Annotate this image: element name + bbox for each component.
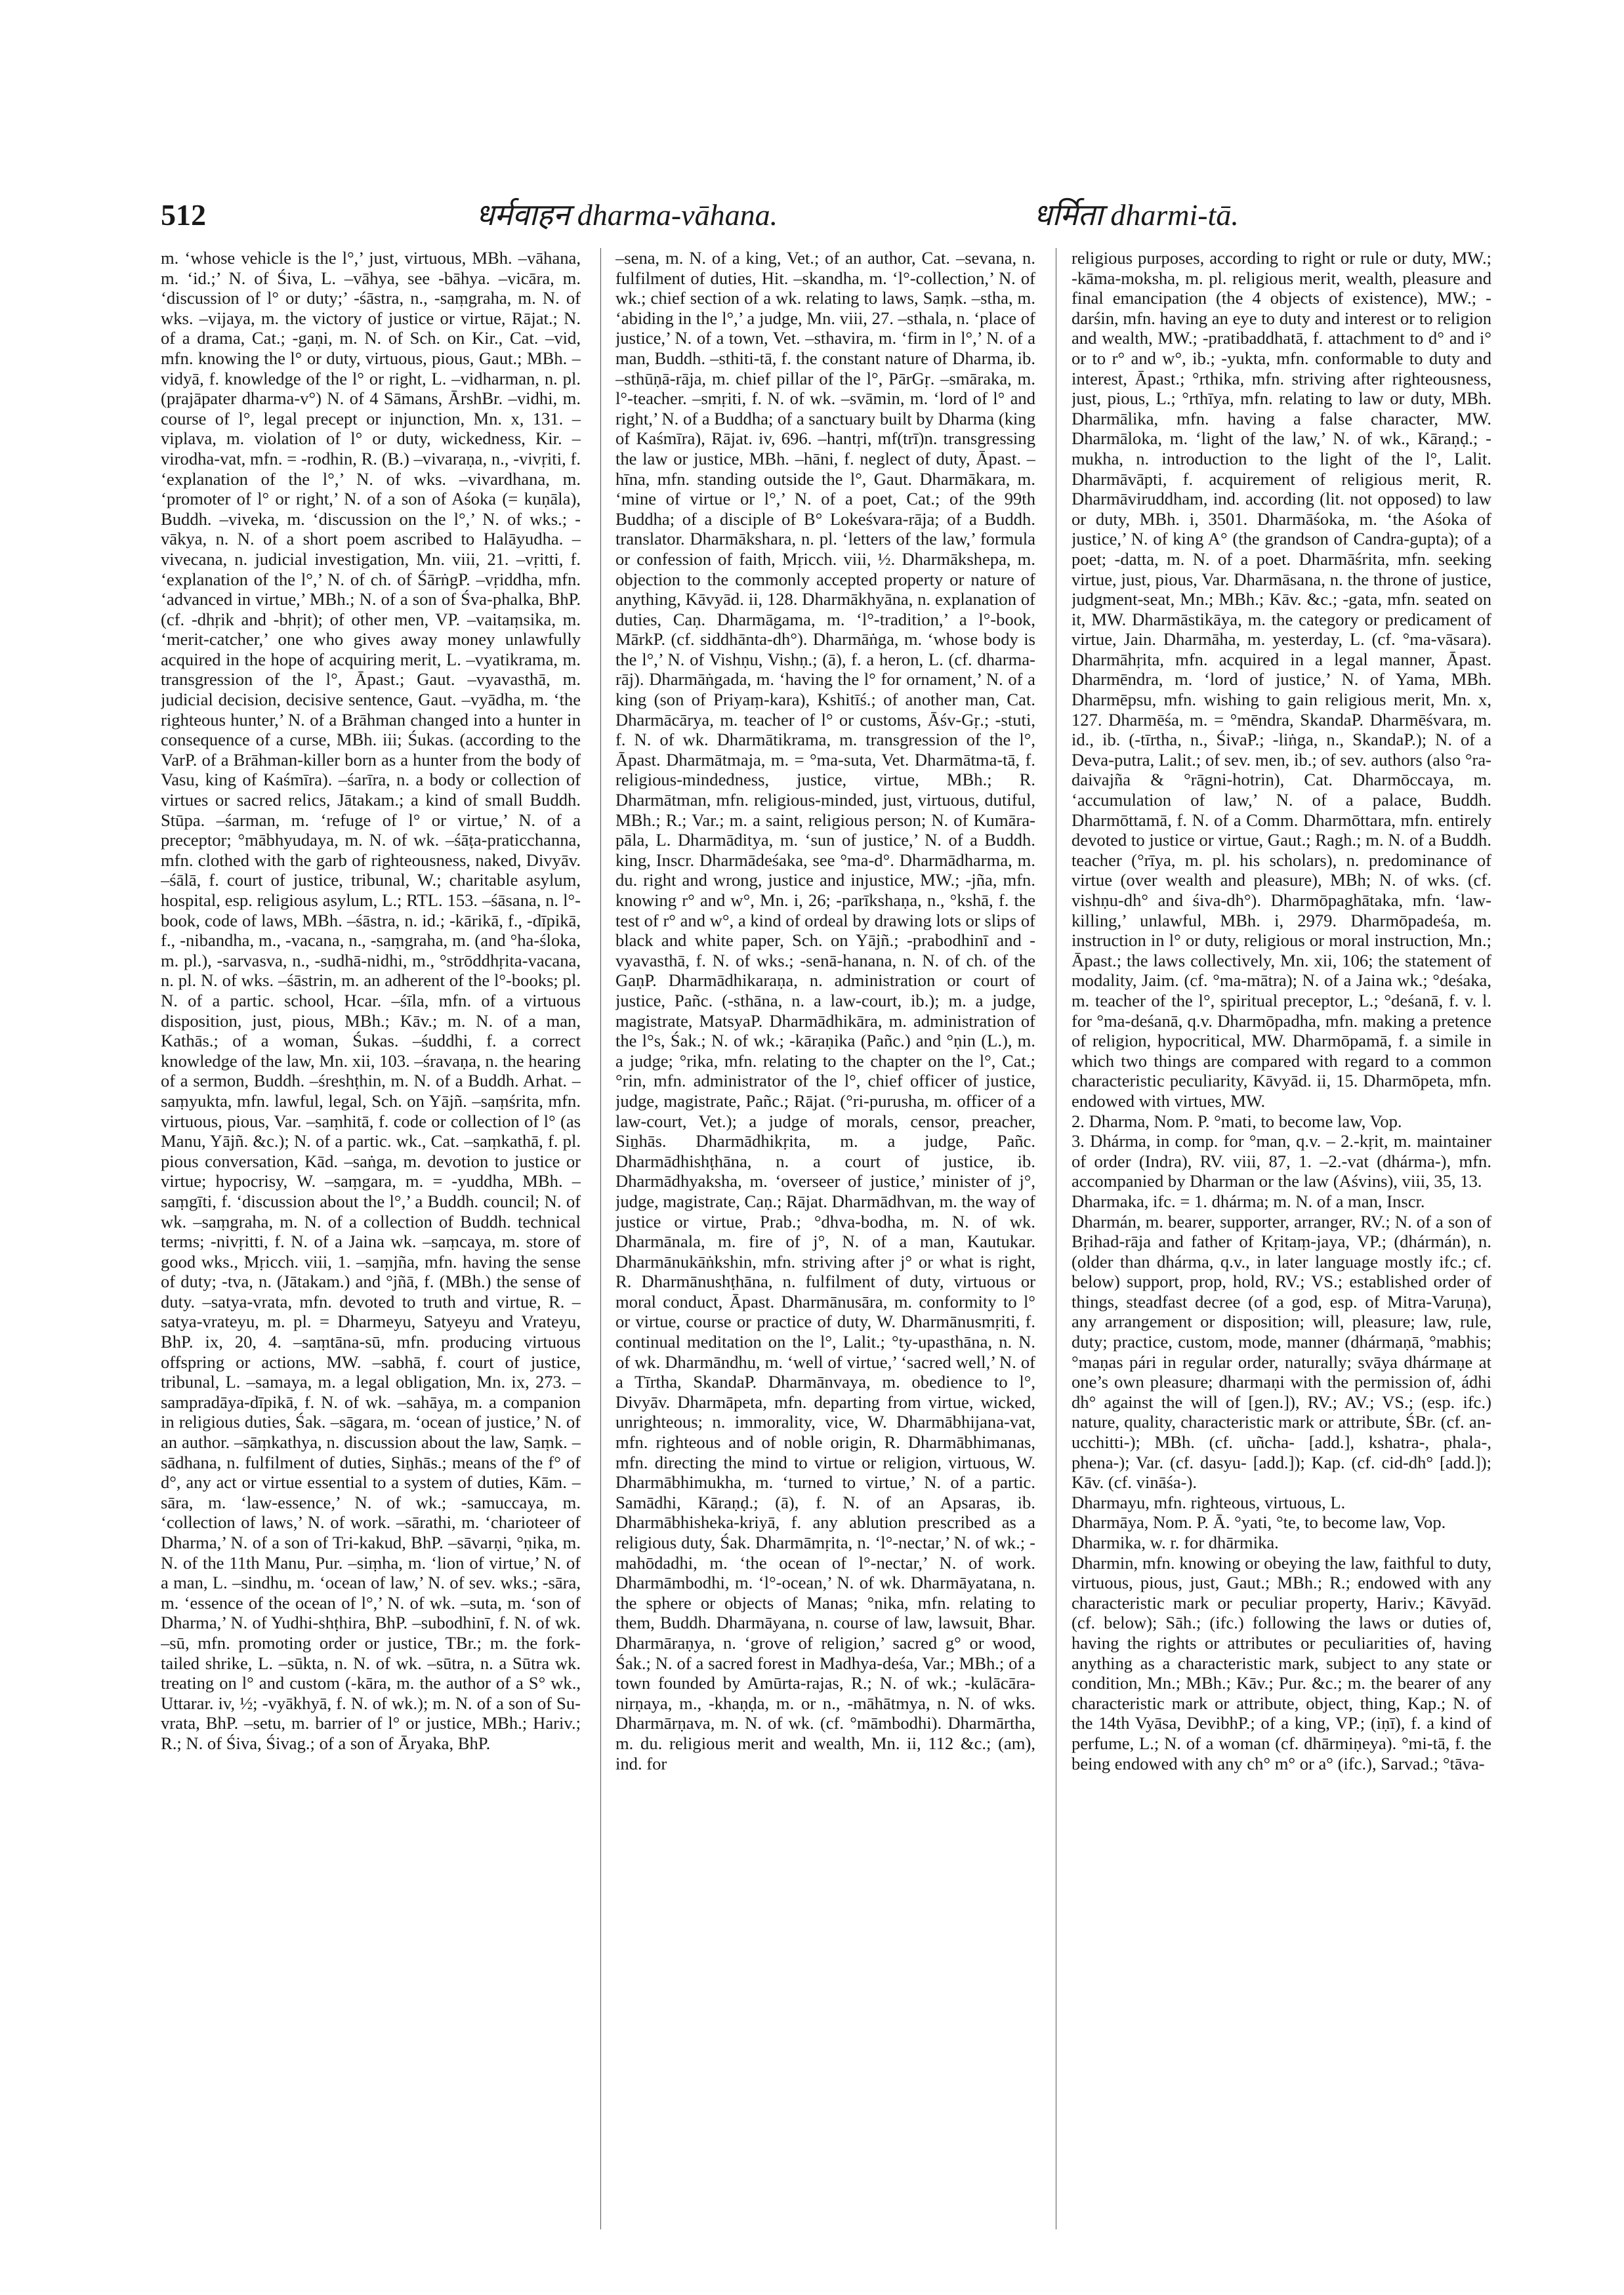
page-number: 512 (161, 198, 206, 232)
dictionary-entry: 2. Dharma, Nom. P. °mati, to become law, Vop. (1072, 1111, 1402, 1131)
page-header (161, 192, 1493, 239)
column-divider (600, 248, 601, 2229)
column-middle (615, 248, 1035, 2229)
dictionary-entry: Dharmin, mfn. knowing or obeying the law, faithful to duty, virtuous, pious, just, Gaut.; MBh.; R.; endowed with any characteristic mark or peculiar property, Hariv.; Kāvyād. (cf. below); Sāh.; (ifc.) following the laws or duties of, having the rights or attributes or peculiarities of, having anything as a characteristic mark, subject to any state or condition, Mn.; MBh.; Kāv.; Pur. &c.; m. the bearer of any characteristic mark or attribute, object, thing, Kap.; N. of the 14th Vyāsa, DevibhP.; of a king, VP.; (iṇī), f. a kind of perfume, L.; N. of a woman (cf. dhārmiṇeya). °mi-tā, f. the being endowed with any ch° m° or a° (ifc.), Sarvad.; °tāva- (1072, 1552, 1491, 1773)
dictionary-entry: Dharmayu, mfn. righteous, virtuous, L. (1072, 1492, 1346, 1512)
column-left (161, 248, 581, 2229)
left-running-head: धर्मवाहन dharma-vāhana. (476, 198, 778, 232)
dictionary-entry: Dharmika, w. r. for dhārmika. (1072, 1533, 1279, 1552)
dictionary-entry: Dharmaka, ifc. = 1. dhárma; m. N. of a man, Inscr. (1072, 1191, 1425, 1211)
dictionary-entry: 3. Dhárma, in comp. for °man, q.v. – 2.-kṛit, m. maintainer of order (Indra), RV. viii, 87, 1. –2.-vat (dhárma-), mfn. accompanied by Dharman or the law (Aśvins), viii, 35, 13. (1072, 1131, 1491, 1191)
dictionary-entry: Dharmāya, Nom. P. Ā. °yati, °te, to become law, Vop. (1072, 1512, 1446, 1533)
dictionary-columns (161, 248, 1493, 2229)
dictionary-entry: Dharmán, m. bearer, supporter, arranger, RV.; N. of a son of Bṛihad-rāja and father of Kṛitaṃ-jaya, VP.; (dhármán), n. (older than dhárma, q.v., in later language mostly ifc.; cf. below) support, prop, hold, RV.; VS.; established order of things, steadfast decree (of a god, esp. of Mitra-Varuṇa), any arrangement or disposition; will, pleasure; law, rule, duty; practice, custom, mode, manner (dhármaṇā, °mabhis; °maṇas pári in regular order, naturally; svāya dhármaṇe at one’s own pleasure; dharmaṇi with the permission of, ádhi dh° against the will of [gen.]), RV.; AV.; VS.; (esp. ifc.) nature, quality, characteristic mark or attribute, ŚBr. (cf. an-ucchitti-); MBh. (cf. uñcha- [add.], kshatra-, phala-, phena-); Var. (cf. dasyu- [add.]); Kap. (cf. cid-dh° [add.]); Kāv. (cf. vināśa-). (1072, 1211, 1491, 1493)
column-right (1072, 248, 1491, 2229)
dictionary-entry: religious purposes, according to right or rule or duty, MW.; -kāma-moksha, m. pl. religious merit, wealth, pleasure and final emancipation (the 4 objects of existence), MW.; -darśin, mfn. having an eye to duty and interest or to religion and wealth, MW.; -pratibaddhatā, f. attachment to d° and i° or to r° and w°, ib.; -yukta, mfn. conformable to duty and interest, Āpast.; °rthika, mfn. striving after righteousness, just, pious, L.; °rthīya, mfn. relating to law or duty, MBh. Dharmālika, mfn. having a false character, MW. Dharmāloka, m. ‘light of the law,’ N. of wk., Kāraṇḍ.; -mukha, n. introduction to the light of the l°, Lalit. Dharmāvāpti, f. acquirement of religious merit, R. Dharmāviruddham, ind. according (lit. not opposed) to law or duty, MBh. i, 3501. Dharmāśoka, m. ‘the Aśoka of justice,’ N. of king A° (the grandson of Candra-gupta); of a poet; -datta, m. N. of a poet. Dharmāśrita, mfn. seeking virtue, just, pious, Var. Dharmāsana, n. the throne of justice, judgment-seat, Mn.; MBh.; Kāv. &c.; -gata, mfn. seated on it, MW. Dharmāstikāya, m. the category or predicament of virtue, Jain. Dharmāha, m. yesterday, L. (cf. °ma-vāsara). Dharmāhṛita, mfn. acquired in a legal manner, Āpast. Dharmēndra, m. ‘lord of justice,’ N. of Yama, MBh. Dharmēpsu, mfn. wishing to gain religious merit, Mn. x, 127. Dharmēśa, m. = °mēndra, SkandaP. Dharmēśvara, m. id., ib. (-tīrtha, n., ŚivaP.; -liṅga, n., SkandaP.); N. of a Deva-putra, Lalit.; of sev. men, ib.; of sev. authors (also °ra-daivajña & °rāgni-hotrin), Cat. Dharmōccaya, m. ‘accumulation of law,’ N. of a palace, Buddh. Dharmōttamā, f. N. of a Comm. Dharmōttara, mfn. entirely devoted to justice or virtue, Gaut.; Ragh.; m. N. of a Buddh. teacher (°rīya, m. pl. his scholars), n. predominance of virtue (over wealth and pleasure), MBh; N. of wks. (cf. vishṇu-dh° and śiva-dh°). Dharmōpaghātaka, mfn. ‘law-killing,’ unlawful, MBh. i, 2979. Dharmōpadeśa, m. instruction in l° or duty, religious or moral instruction, Mn.; Āpast.; the laws collectively, Mn. xii, 106; the statement of modality, Jaim. (cf. °ma-mātra); N. of a Jaina wk.; °deśaka, m. teacher of the l°, spiritual preceptor, L.; °deśanā, f. v. l. for °ma-deśanā, q.v. Dharmōpadha, mfn. making a pretence of religion, hypocritical, MW. Dharmōpamā, f. a simile in which two things are compared with regard to a common characteristic peculiarity, Kāvyād. ii, 15. Dharmōpeta, mfn. endowed with virtues, MW. (1072, 248, 1491, 1111)
dictionary-entry: –sena, m. N. of a king, Vet.; of an author, Cat. –sevana, n. fulfilment of duties, Hit. –skandha, m. ‘l°-collection,’ N. of wk.; chief section of a wk. relating to laws, Saṃk. –stha, m. ‘abiding in the l°,’ a judge, Mn. viii, 27. –sthala, n. ‘place of justice,’ N. of a town, Vet. –sthavira, m. ‘firm in l°,’ N. of a man, Buddh. –sthiti-tā, f. the constant nature of Dharma, ib. –sthūṇā-rāja, m. chief pillar of the l°, PārGṛ. –smāraka, m. l°-teacher. –smṛiti, f. N. of wk. –svāmin, m. ‘lord of l° and right,’ N. of a Buddha; of a sanctuary built by Dharma (king of Kaśmīra), Rājat. iv, 696. –hantṛi, mf(trī)n. transgressing the law or justice, MBh. –hāni, f. neglect of duty, Āpast. –hīna, mfn. standing outside the l°, Gaut. Dharmākara, m. ‘mine of virtue or l°,’ N. of a poet, Cat.; of the 99th Buddha; of a disciple of B° Lokeśvara-rāja; of a Buddh. translator. Dharmākshara, n. pl. ‘letters of the law,’ formula or confession of faith, Mṛicch. viii, ½. Dharmākshepa, m. objection to the commonly accepted property or nature of anything, Kāvyād. ii, 128. Dharmākhyāna, n. explanation of duties, Caṇ. Dharmāgama, m. ‘l°-tradition,’ a l°-book, MārkP. (cf. siddhānta-dh°). Dharmāṅga, m. ‘whose body is the l°,’ N. of Vishṇu, Vishṇ.; (ā), f. a heron, L. (cf. dharma-rāj). Dharmāṅgada, m. ‘having the l° for ornament,’ N. of a king (son of Priyaṃ-kara), Kshitīś.; of another man, Cat. Dharmācārya, m. teacher of l° or customs, Āśv-Gṛ.; -stuti, f. N. of wk. Dharmātikrama, m. transgression of the l°, Āpast. Dharmātmaja, m. = °ma-suta, Vet. Dharmātma-tā, f. religious-mindedness, justice, virtue, MBh.; R. Dharmātman, mfn. religious-minded, just, virtuous, dutiful, MBh.; R.; Var.; m. a saint, religious person; N. of Kumāra-pāla, L. Dharmāditya, m. ‘sun of justice,’ N. of a Buddh. king, Inscr. Dharmādeśaka, see °ma-d°. Dharmādharma, m. du. right and wrong, justice and injustice, MW.; -jña, mfn. knowing r° and w°, Mn. i, 26; -parīkshaṇa, n., °kshā, f. the test of r° and w°, a kind of ordeal by drawing lots or slips of black and white paper, Sch. on Yājñ.; -prabodhinī and -vyavasthā, f. N. of wks.; -senā-hanana, n. N. of ch. of the GaṇP. Dharmādhikaraṇa, n. administration or court of justice, Pañc. (-sthāna, n. a law-court, ib.); m. a judge, magistrate, MatsyaP. Dharmādhikāra, m. administration of the l°s, Śak.; N. of wk.; -kāraṇika (Pañc.) and °ṇin (L.), m. a judge; °rika, mfn. relating to the chapter on the l°, Cat.; °rin, mfn. administrator of the l°, chief officer of justice, judge, magistrate, Pañc.; Rājat. (°ri-purusha, m. officer of a law-court, Vet.); a judge of morals, censor, preacher, Siṉhās. Dharmādhikṛita, m. a judge, Pañc. Dharmādhishṭhāna, n. a court of justice, ib. Dharmādhyaksha, m. ‘overseer of justice,’ minister of j°, judge, magistrate, Caṇ.; Rājat. Dharmādhvan, m. the way of justice or virtue, Prab.; °dhva-bodha, m. N. of wk. Dharmānala, m. fire of j°, N. of a man, Kautukar. Dharmānukāṅkshin, mfn. striving after j° or what is right, R. Dharmānushṭhāna, n. fulfilment of duty, virtuous or moral conduct, Āpast. Dharmānusāra, m. conformity to l° or virtue, course or practice of duty, W. Dharmānusmṛiti, f. continual meditation on the l°, Lalit.; °ty-upasthāna, n. N. of wk. Dharmāndhu, m. ‘well of virtue,’ ‘sacred well,’ N. of a Tīrtha, SkandaP. Dharmānvaya, m. obedience to l°, Divyāv. Dharmāpeta, mfn. departing from virtue, wicked, unrighteous; n. immorality, vice, W. Dharmābhijana-vat, mfn. righteous and of noble origin, R. Dharmābhimanas, mfn. directing the mind to virtue or religion, virtuous, W. Dharmābhimukha, m. ‘turned to virtue,’ N. of a partic. Samādhi, Kāraṇḍ.; (ā), f. N. of an Apsaras, ib. Dharmābhisheka-kriyā, f. any ablution prescribed as a religious duty, Śak. Dharmāmṛita, n. ‘l°-nectar,’ N. of wk.; -mahōdadhi, m. ‘the ocean of l°-nectar,’ N. of work. Dharmāmbodhi, m. ‘l°-ocean,’ N. of wk. Dharmāyatana, n. the sphere or objects of Manas; °nika, mfn. relating to them, Buddh. Dharmāyana, n. course of law, lawsuit, Bhar. Dharmāraṇya, n. ‘grove of religion,’ sacred g° or wood, Śak.; N. of a sacred forest in Madhya-deśa, Var.; MBh.; of a town founded by Amūrta-rajas, R.; N. of wk.; -kulācāra-nirṇaya, m., -khaṇḍa, m. or n., -māhātmya, n. N. of wks. Dharmārṇava, m. N. of wk. (cf. °māmbodhi). Dharmārtha, m. du. religious merit and wealth, Mn. ii, 112 &c.; (am), ind. for (615, 248, 1035, 1773)
dictionary-entry: m. ‘whose vehicle is the l°,’ just, virtuous, MBh. –vāhana, m. ‘id.;’ N. of Śiva, L. –vāhya, see -bāhya. –vicāra, m. ‘discussion of l° or duty;’ -śāstra, n., -saṃgraha, m. N. of wks. –vijaya, m. the victory of justice or virtue, Rājat.; N. of a drama, Cat.; -gaṇi, m. N. of Sch. on Kir., Cat. –vid, mfn. knowing the l° or duty, virtuous, pious, Gaut.; MBh. –vidyā, f. knowledge of the l° or right, L. –vidharman, n. pl. (prajāpater dharma-v°) N. of 4 Sāmans, ĀrshBr. –vidhi, m. course of l°, legal precept or injunction, Mn. x, 131. –viplava, m. violation of l° or duty, wickedness, Kir. –virodha-vat, mfn. = -rodhin, R. (B.) –vivaraṇa, n., -vivṛiti, f. ‘explanation of the l°,’ N. of wks. –vivardhana, m. ‘promoter of l° or right,’ N. of a son of Aśoka (= kuṇāla), Buddh. –viveka, m. ‘discussion on the l°,’ N. of wks.; -vākya, n. N. of a short poem ascribed to Halāyudha. –vivecana, n. judicial investigation, Mn. viii, 21. –vṛitti, f. ‘explanation of the l°,’ N. of ch. of ŚārṅgP. –vṛiddha, mfn. ‘advanced in virtue,’ MBh.; N. of a son of Śva-phalka, BhP. (cf. -dhṛik and -bhṛit); of other men, VP. –vaitaṃsika, m. ‘merit-catcher,’ one who gives away money unlawfully acquired in the hope of acquiring merit, L. –vyatikrama, m. transgression of the l°, Āpast.; Gaut. –vyavasthā, m. judicial decision, decisive sentence, Gaut. –vyādha, m. ‘the righteous hunter,’ N. of a Brāhman changed into a hunter in consequence of a curse, MBh. iii; Śukas. (according to the VarP. of a Brāhman-killer born as a hunter from the body of Vasu, king of Kaśmīra). –śarīra, n. a body or collection of virtues or sacred relics, Jātakam.; a kind of small Buddh. Stūpa. –śarman, m. ‘refuge of l° or virtue,’ N. of a preceptor; °mābhyudaya, m. N. of wk. –śāṭa-praticchanna, mfn. clothed with the garb of righteousness, naked, Divyāv. –śālā, f. court of justice, tribunal, W.; charitable asylum, hospital, esp. religious asylum, L.; RTL. 153. –śāsana, n. l°-book, code of laws, MBh. –śāstra, n. id.; -kārikā, f., -dīpikā, f., -nibandha, m., -vacana, n., -saṃgraha, m. (and °ha-śloka, m. pl.), -sarvasva, n., -sudhā-nidhi, m., °strōddhṛita-vacana, n. pl. N. of wks. –śāstrin, m. an adherent of the l°-books; pl. N. of a partic. school, Hcar. –śīla, mfn. of a virtuous disposition, just, pious, MBh.; Kāv.; m. N. of a man, Kathās.; of a woman, Śukas. –śuddhi, f. a correct knowledge of the law, Mn. xii, 103. –śravaṇa, n. the hearing of a sermon, Buddh. –śreshṭhin, m. N. of a Buddh. Arhat. –saṃyukta, mfn. lawful, legal, Sch. on Yājñ. –saṃśrita, mfn. virtuous, pious, Var. –saṃhitā, f. code or collection of l° (as Manu, Yājñ. &c.); N. of a partic. wk., Cat. –saṃkathā, f. pl. pious conversation, Kād. –saṅga, m. devotion to justice or virtue; hypocrisy, W. –saṃgara, m. = -yuddha, MBh. –saṃgīti, f. ‘discussion about the l°,’ a Buddh. council; N. of wk. –saṃgraha, m. N. of a collection of Buddh. technical terms; -nivṛitti, f. N. of a Jaina wk. –saṃcaya, m. store of good wks., Mṛicch. viii, 1. –saṃjña, mfn. having the sense of duty; -tva, n. (Jātakam.) and °jñā, f. (MBh.) the sense of duty. –satya-vrata, mfn. devoted to truth and virtue, R. –satya-vrateyu, m. pl. = Dharmeyu, Satyeyu and Vrateyu, BhP. ix, 20, 4. –saṃtāna-sū, mfn. producing virtuous offspring or actions, MW. –sabhā, f. court of justice, tribunal, L. –samaya, m. a legal obligation, Mn. ix, 273. –sampradāya-dīpikā, f. N. of wk. –sahāya, m. a companion in religious duties, Śak. –sāgara, m. ‘ocean of justice,’ N. of an author. –sāṃkathya, n. discussion about the law, Saṃk. –sādhana, n. fulfilment of duties, Siṉhās.; means of the f° of d°, any act or virtue essential to a system of duties, Kām. –sāra, m. ‘law-essence,’ N. of wk.; -samuccaya, m. ‘collection of laws,’ N. of work. –sārathi, m. ‘charioteer of Dharma,’ N. of a son of Tri-kakud, BhP. –sāvarṇi, °ṇika, m. N. of the 11th Manu, Pur. –siṃha, m. ‘lion of virtue,’ N. of a man, L. –sindhu, m. ‘ocean of law,’ N. of sev. wks.; -sāra, m. ‘essence of the ocean of l°,’ N. of wk. –suta, m. ‘son of Dharma,’ N. of Yudhi-shṭhira, BhP. –subodhinī, f. N. of wk. –sū, mfn. promoting order or justice, TBr.; m. the fork-tailed shrike, L. –sūkta, n. N. of wk. –sūtra, n. a Sūtra wk. treating on l° and custom (-kāra, m. the author of a S° wk., Uttarar. iv, ½; -vyākhyā, f. N. of wk.); m. N. of a son of Su-vrata, BhP. –setu, m. barrier of l° or justice, MBh.; Hariv.; R.; N. of Śiva, Śivag.; of a son of Āryaka, BhP. (161, 248, 581, 1753)
right-running-head: धर्मिता dharmi-tā. (1033, 198, 1239, 232)
